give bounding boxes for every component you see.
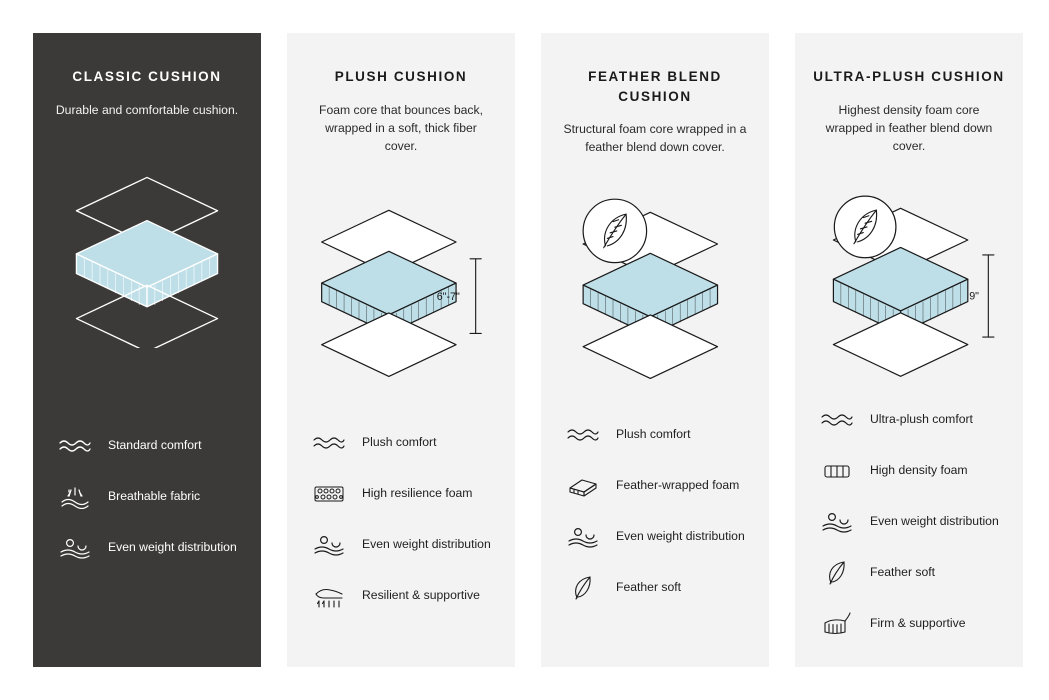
feature-item — [817, 507, 1001, 537]
bottom-cover-layer — [833, 313, 967, 376]
feature-label: Plush comfort — [616, 427, 691, 442]
wave-icon — [563, 420, 603, 450]
feature-label: Feather soft — [616, 580, 682, 595]
feature-item — [55, 431, 239, 461]
even-weight-icon — [55, 533, 95, 563]
feature-list — [303, 428, 499, 651]
feature-item — [309, 581, 493, 611]
feature-item — [563, 471, 747, 501]
firm-support-icon — [817, 609, 857, 639]
feature-label: Standard comfort — [108, 438, 202, 453]
height-dimension — [470, 259, 481, 334]
leaf-badge-icon — [583, 199, 646, 262]
card-feather-blend-cushion — [541, 33, 769, 667]
card-title: CLASSIC CUSHION — [72, 69, 222, 84]
even-weight-icon — [563, 522, 603, 552]
feature-label: Even weight distribution — [870, 514, 999, 529]
feather-icon — [563, 573, 603, 603]
feature-item — [309, 479, 493, 509]
feature-item — [817, 558, 1001, 588]
feather-icon — [817, 558, 857, 588]
feature-item — [817, 456, 1001, 486]
card-description: Foam core that bounces back, wrapped in a soft, thick fiber cover. — [319, 102, 483, 154]
foam-block-icon — [563, 471, 603, 501]
card-description: Highest density foam core wrapped in feather blend down cover. — [825, 102, 993, 154]
feature-item — [55, 482, 239, 512]
feature-label: Breathable fabric — [108, 489, 201, 504]
card-ultra-plush-cushion — [795, 33, 1023, 667]
feature-item — [817, 609, 1001, 639]
bottom-cover-layer — [322, 313, 456, 376]
supportive-hand-icon — [309, 581, 349, 611]
card-plush-cushion — [287, 33, 515, 667]
card-title: PLUSH CUSHION — [334, 69, 468, 84]
feature-label: Feather-wrapped foam — [616, 478, 740, 493]
cushion-diagram-classic — [49, 123, 245, 373]
feature-item — [55, 533, 239, 563]
card-description: Structural foam core wrapped in a feather blend down cover. — [563, 122, 747, 155]
feature-label: Even weight distribution — [616, 529, 745, 544]
card-title: FEATHER BLEND CUSHION — [588, 69, 722, 104]
leaf-badge-icon — [834, 196, 896, 258]
foam-core-layer — [76, 220, 217, 306]
honeycomb-foam-icon — [309, 479, 349, 509]
height-dimension — [983, 255, 994, 337]
feature-label: Feather soft — [870, 565, 936, 580]
card-classic-cushion — [33, 33, 261, 667]
height-label: 9" — [969, 290, 979, 303]
bottom-cover-layer — [583, 315, 717, 378]
cushion-diagram-ultra-plush — [811, 159, 1007, 405]
even-weight-icon — [817, 507, 857, 537]
feature-label: Even weight distribution — [362, 537, 491, 552]
feature-item — [563, 420, 747, 450]
feature-item — [309, 530, 493, 560]
height-label: 6"-7" — [436, 291, 460, 304]
feature-label: Firm & supportive — [870, 616, 966, 631]
cushion-diagram-plush — [303, 159, 499, 409]
wave-icon — [817, 405, 857, 435]
feature-list — [49, 431, 245, 651]
cushion-diagram-feather-blend — [557, 161, 753, 411]
wave-icon — [55, 431, 95, 461]
feature-label: High resilience foam — [362, 486, 473, 501]
feature-label: Resilient & supportive — [362, 588, 480, 603]
density-foam-icon — [817, 456, 857, 486]
card-description: Durable and comfortable cushion. — [55, 102, 239, 117]
feature-label: Even weight distribution — [108, 540, 237, 555]
feature-item — [817, 405, 1001, 435]
feature-item — [563, 573, 747, 603]
feature-item — [309, 428, 493, 458]
card-title: ULTRA-PLUSH CUSHION — [813, 69, 1005, 84]
even-weight-icon — [309, 530, 349, 560]
feature-list — [557, 420, 753, 651]
feature-label: High density foam — [870, 463, 968, 478]
feature-label: Plush comfort — [362, 435, 437, 450]
feature-label: Ultra-plush comfort — [870, 412, 973, 427]
wave-icon — [309, 428, 349, 458]
feature-list — [811, 405, 1007, 651]
breathable-fabric-icon — [55, 482, 95, 512]
feature-item — [563, 522, 747, 552]
